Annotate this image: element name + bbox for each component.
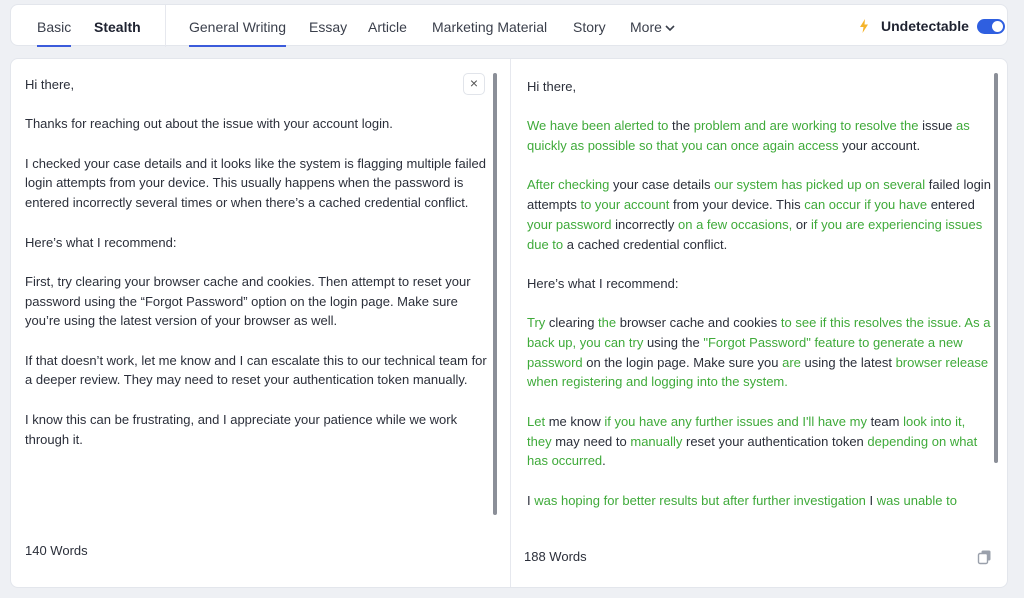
original-segment: browser cache and cookies (616, 315, 781, 331)
tab-basic[interactable]: Basic (37, 5, 71, 47)
rewritten-segment: as quickly as possible so that you can once again access (527, 118, 970, 154)
input-paragraph: I checked your case details and it looks like the system is flagging multiple failed login attempts from your device. This usually happens when the password is entered incorrectly several times or when there’s a cached credential conflict. (25, 155, 487, 211)
rewritten-segment: your password (527, 216, 612, 232)
original-segment: failed login attempts (527, 177, 991, 213)
original-segment: your account. (838, 138, 921, 154)
original-segment: entered (927, 197, 975, 213)
input-paragraph: I know this can be frustrating, and I appreciate your patience while we work through it. (25, 411, 458, 447)
undetectable-label: Undetectable (881, 18, 969, 34)
rewritten-segment: look into it, they (527, 413, 966, 449)
tab-marketing-material[interactable]: Marketing Material (432, 19, 548, 35)
original-segment: I (527, 492, 531, 508)
rewritten-segment: browser release when registering and logging into the system. (527, 354, 989, 390)
original-segment: Here’s what I recommend: (527, 275, 679, 291)
rewritten-segment: "Forgot Password" feature to generate a new password (527, 335, 963, 370)
rewritten-segment: Let (527, 413, 546, 429)
original-segment: may need to (551, 433, 631, 449)
rewritten-segment: the (598, 315, 617, 331)
output-paragraph (527, 274, 991, 294)
original-segment: using the (643, 335, 704, 351)
rewritten-segment: manually (630, 433, 683, 449)
rewritten-segment: Try (527, 315, 546, 331)
output-paragraph (527, 412, 991, 471)
rewritten-segment: our system has picked up on several (714, 177, 926, 193)
original-segment: team (866, 413, 904, 429)
original-segment: me know (545, 413, 605, 429)
undetectable-control (859, 5, 1005, 47)
mode-toolbar (10, 4, 1008, 46)
rewritten-segment: can occur if you have (804, 197, 928, 213)
original-segment: reset your authentication token (682, 433, 868, 449)
original-segment: issue (918, 118, 957, 134)
original-segment: your case details (609, 177, 715, 193)
input-paragraph: First, try clearing your browser cache and cookies. Then attempt to reset your password using the “Forgot Password” option on the login page. Make sure you’re using the latest version of your browser as well. (25, 273, 471, 329)
tab-essay[interactable]: Essay (309, 19, 348, 35)
original-segment: from your device. This (669, 197, 805, 213)
output-word-count: 188 Words (524, 549, 587, 564)
input-scrollbar[interactable] (493, 73, 497, 515)
rewritten-segment: on a few occasions, (678, 216, 793, 232)
original-segment: the (668, 118, 694, 134)
rewritten-segment: depending on what has occurred (527, 433, 978, 469)
original-segment: Hi there, (527, 79, 577, 94)
rewritten-segment: to your account (580, 197, 670, 213)
output-text-area (527, 77, 991, 509)
editor-panels (10, 58, 1008, 588)
more-label: More (630, 19, 662, 35)
rewritten-segment: are (782, 354, 801, 370)
panel-divider (510, 59, 511, 587)
original-segment: I (865, 492, 877, 508)
copy-icon[interactable] (977, 549, 993, 565)
rewritten-segment: was hoping for better results but after further investigation (530, 492, 866, 508)
tab-general-writing[interactable]: General Writing (189, 5, 286, 47)
tab-story[interactable]: Story (573, 19, 606, 35)
input-paragraph: Here’s what I recommend: (25, 234, 177, 250)
more-menu-button[interactable] (630, 5, 675, 47)
clear-input-button[interactable]: × (463, 73, 485, 95)
rewritten-segment: We have been alerted to (527, 118, 669, 134)
input-word-count: 140 Words (25, 543, 88, 558)
original-segment: using the latest (800, 354, 896, 370)
original-segment: a cached credential conflict. (563, 236, 728, 252)
undetectable-toggle[interactable] (977, 19, 1005, 34)
rewritten-segment: if you are experiencing issues due to (527, 216, 983, 252)
tab-stealth[interactable]: Stealth (94, 19, 141, 35)
input-paragraph: If that doesn’t work, let me know and I can escalate this to our technical team for a deeper review. They may need to reset your authentication token manually. (25, 352, 487, 388)
output-paragraph (527, 116, 991, 155)
original-segment: clearing (545, 315, 599, 331)
output-paragraph (527, 313, 991, 392)
rewritten-segment: if you have any further issues and I'll have my (604, 413, 867, 429)
tab-article[interactable]: Article (368, 19, 407, 35)
input-text-area[interactable] (25, 75, 487, 513)
original-segment: incorrectly (611, 216, 679, 232)
original-segment: on the login page. Make sure you (582, 354, 783, 370)
rewritten-segment: was unable to (876, 492, 957, 508)
output-paragraph (527, 175, 991, 254)
original-segment: . (602, 453, 606, 469)
output-paragraph (527, 491, 991, 509)
input-paragraph: Hi there, (25, 77, 75, 92)
original-segment: or (792, 216, 811, 232)
toggle-knob (992, 21, 1003, 32)
output-scrollbar[interactable] (994, 73, 998, 463)
rewritten-segment: After checking (527, 177, 610, 193)
toolbar-divider (165, 5, 166, 47)
chevron-down-icon (665, 24, 675, 32)
rewritten-segment: to see if this resolves the issue. As a back up, you can try (527, 315, 991, 351)
rewritten-segment: problem and are working to resolve the (693, 118, 919, 134)
output-paragraph (527, 77, 991, 97)
input-paragraph: Thanks for reaching out about the issue with your account login. (25, 116, 393, 132)
lightning-icon (859, 19, 869, 33)
